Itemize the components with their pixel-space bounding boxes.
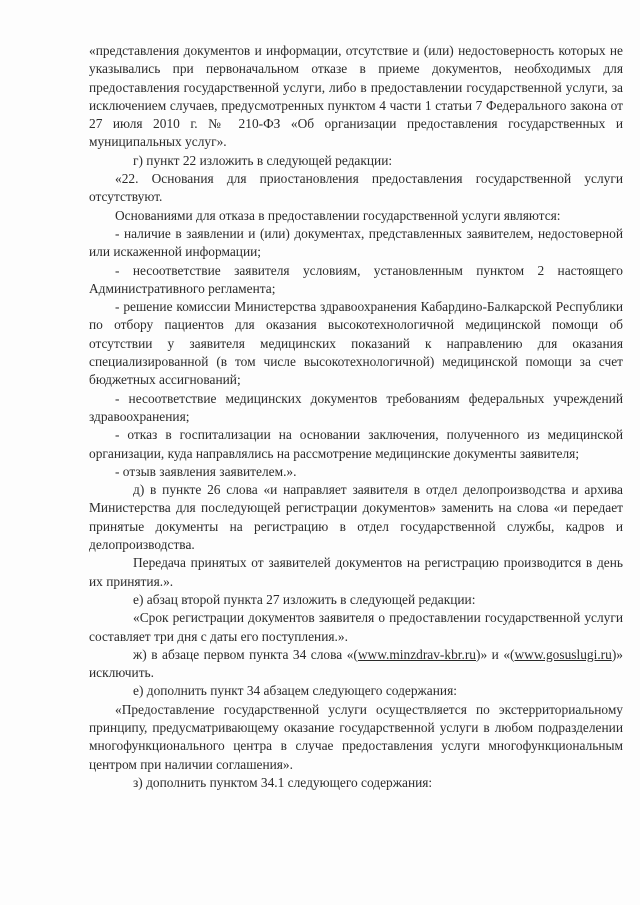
- paragraph-text: )» и «(: [476, 646, 515, 662]
- paragraph: - отзыв заявления заявителем.».: [115, 463, 297, 479]
- paragraph: - наличие в заявлении и (или) документах, представленных заявителем, недостоверной или искаженной информации;: [89, 225, 623, 260]
- paragraph: - отказ в госпитализации на основании заключения, полученного из медицинской организации, куда направлялись на рассмотрение медицинские документы заявителя;: [89, 427, 623, 461]
- paragraph-text: ж) в абзаце первом пункта 34 слова «(: [133, 646, 358, 662]
- paragraph: д) в пункте 26 слова «и направляет заявителя в отдел делопроизводства и архива Министерства для последующей регистрации документов» заменить на слова «и передает принятые документы на регистрацию в отдел государственной службы, кадров и делопроизводства.: [89, 482, 623, 553]
- paragraph-text: )» исключить.: [89, 646, 623, 681]
- document-body: [89, 42, 623, 792]
- paragraph: з) дополнить пунктом 34.1 следующего содержания:: [133, 774, 433, 790]
- paragraph: е) абзац второй пункта 27 изложить в следующей редакции:: [133, 591, 476, 607]
- paragraph: - несоответствие заявителя условиям, установленным пунктом 2 настоящего Административного регламента;: [89, 262, 623, 296]
- paragraph: - несоответствие медицинских документов требованиям федеральных учреждений здравоохранения;: [89, 390, 623, 424]
- paragraph: Основаниями для отказа в предоставлении государственной услуги являются:: [115, 207, 561, 223]
- paragraph: г) пункт 22 изложить в следующей редакции:: [133, 152, 393, 168]
- paragraph: Передача принятых от заявителей документов на регистрацию производится в день их принятия.».: [89, 555, 623, 589]
- paragraph-zh: [89, 646, 623, 683]
- paragraph: «22. Основания для приостановления предоставления государственной услуги отсутствуют.: [89, 171, 623, 205]
- minzdrav-link[interactable]: www.minzdrav-kbr.ru: [357, 646, 477, 662]
- paragraph: - решение комиссии Министерства здравоохранения Кабардино-Балкарской Республики по отбору пациентов для оказания высокотехнологичной медицинской помощи об отсутствии у заявителя медицинских показаний к направлению для оказания специализированной (в том числе высокотехнологичной) медицинской помощи за счет бюджетных ассигнований;: [89, 299, 623, 388]
- paragraph: «Срок регистрации документов заявителя о предоставлении государственной услуги составляет три дня с даты его поступления.».: [89, 610, 623, 644]
- paragraph: «Предоставление государственной услуги осуществляется по экстерриториальному принципу, предусматривающему оказание государственной услуги в любом подразделении многофункционального центра в случае предоставления услуги многофункциональным центром при наличии соглашения».: [89, 701, 623, 772]
- paragraph: е) дополнить пункт 34 абзацем следующего содержания:: [133, 683, 457, 699]
- paragraph: «представления документов и информации, отсутствие и (или) недостоверность которых не указывались при первоначальном отказе в приеме документов, необходимых для предоставления государственной услуги, либо в предоставлении государственной услуги, за исключением случаев, предусмотренных пунктом 4 части 1 статьи 7 Федерального закона от 27 июля 2010 г. № 210-ФЗ «Об организации предоставления государственных и муниципальных услуг».: [89, 43, 623, 150]
- gosuslugi-link[interactable]: www.gosuslugi.ru: [514, 646, 612, 662]
